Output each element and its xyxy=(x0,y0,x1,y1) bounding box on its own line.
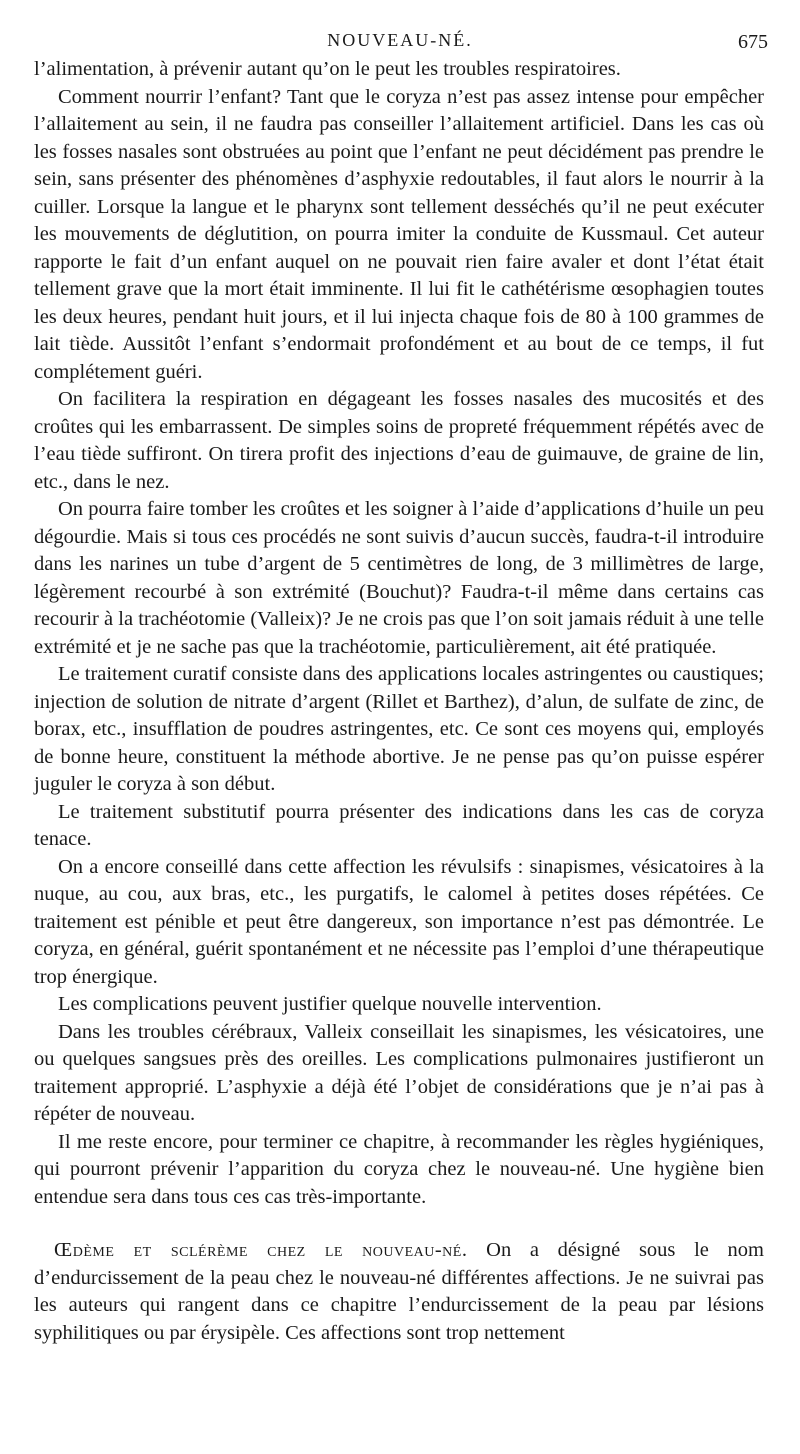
body-text xyxy=(34,56,764,1347)
paragraph: On a encore conseillé dans cette affection les révulsifs : sinapismes, vésicatoires à la nuque, au cou, aux bras, etc., les purgatifs, le calomel à petites doses répétées. Ce traitement est pénible et peut être dangereux, son importance n’est pas démontrée. Le coryza, en général, guérit spontanément et ne nécessite pas l’emploi d’une thérapeutique trop énergique. xyxy=(34,855,764,988)
paragraph: Comment nourrir l’enfant? Tant que le coryza n’est pas assez intense pour empêcher l’allaitement au sein, il ne faudra pas conseiller l’allaitement artificiel. Dans les cas où les fosses nasales sont obstruées au point que l’enfant ne peut décidément pas prendre le sein, sans présenter des phénomènes d’asphyxie redoutables, il faut alors le nourrir à la cuiller. Lorsque la langue et le pharynx sont tellement desséchés qu’il ne peut exécuter les mouvements de déglutition, on pourra imiter la conduite de Kussmaul. Cet auteur rapporte le fait d’un enfant auquel on ne pouvait rien faire avaler et dont l’état était tellement grave que la mort était imminente. Il lui fit le cathétérisme œsophagien toutes les deux heures, pendant huit jours, et il lui injecta chaque fois de 80 à 100 grammes de lait tiède. Aussitôt l’enfant s’endormait profondément et au bout de ce temps, il fut complétement guéri. xyxy=(34,85,764,383)
paragraph: Le traitement substitutif pourra présenter des indications dans les cas de coryza tenace. xyxy=(34,800,764,850)
paragraph: On facilitera la respiration en dégageant les fosses nasales des mucosités et des croûtes qui les embarrassent. De simples soins de propreté fréquemment répétés avec de l’eau tiède suffiront. On tirera profit des injections d’eau de guimauve, de graine de lin, etc., dans le nez. xyxy=(34,388,764,493)
page-number: 675 xyxy=(738,31,768,53)
paragraph: On pourra faire tomber les croûtes et les soigner à l’aide d’applications d’huile un peu dégourdie. Mais si tous ces procédés ne sont suivis d’aucun succès, faudra-t-il introduire dans les narines un tube d’argent de 5 centimètres de long, de 3 millimètres de large, légèrement recourbé à son extrémité (Bouchut)? Faudra-t-il même dans certains cas recourir à la trachéotomie (Valleix)? Je ne crois pas que l’on soit jamais réduit à une telle extrémité et je ne sache pas que la trachéotomie, particulièrement, ait été pratiquée. xyxy=(34,498,764,658)
paragraph: Le traitement curatif consiste dans des applications locales astringentes ou caustiques; injection de solution de nitrate d’argent (Rillet et Barthez), d’alun, de sulfate de zinc, de borax, etc., insufflation de poudres astringentes, etc. Ce sont ces moyens qui, employés de bonne heure, constituent la méthode abortive. Je ne pense pas qu’on puisse espérer juguler le coryza à son début. xyxy=(34,663,764,795)
paragraph: l’alimentation, à prévenir autant qu’on le peut les troubles respiratoires. xyxy=(34,58,621,80)
section-text: On a désigné sous le nom d’endurcissement de la peau chez le nouveau-né différentes affections. Je ne suivrai pas les auteurs qui rangent dans ce chapitre l’endurcissement de la peau par lésions syphilitiques ou par érysipèle. Ces affections sont trop nettement xyxy=(34,1239,764,1344)
paragraph: Il me reste encore, pour terminer ce chapitre, à recommander les règles hygiéniques, qui pourront prévenir l’apparition du coryza chez le nouveau-né. Une hygiène bien entendue sera dans tous ces cas très-importante. xyxy=(34,1130,764,1208)
section-paragraph xyxy=(34,1237,764,1347)
section-heading: Œdème et sclérème chez le nouveau-né. xyxy=(54,1239,468,1261)
running-title: NOUVEAU-NÉ. xyxy=(327,30,473,50)
page-header xyxy=(32,28,768,52)
paragraph: Les complications peuvent justifier quelque nouvelle intervention. xyxy=(58,993,602,1015)
paragraph: Dans les troubles cérébraux, Valleix conseillait les sinapismes, les vésicatoires, une ou quelques sangsues près des oreilles. Les complications pulmonaires justifieront un traitement approprié. L’asphyxie a déjà été l’objet de considérations que je n’ai pas à répéter de nouveau. xyxy=(34,1020,764,1125)
